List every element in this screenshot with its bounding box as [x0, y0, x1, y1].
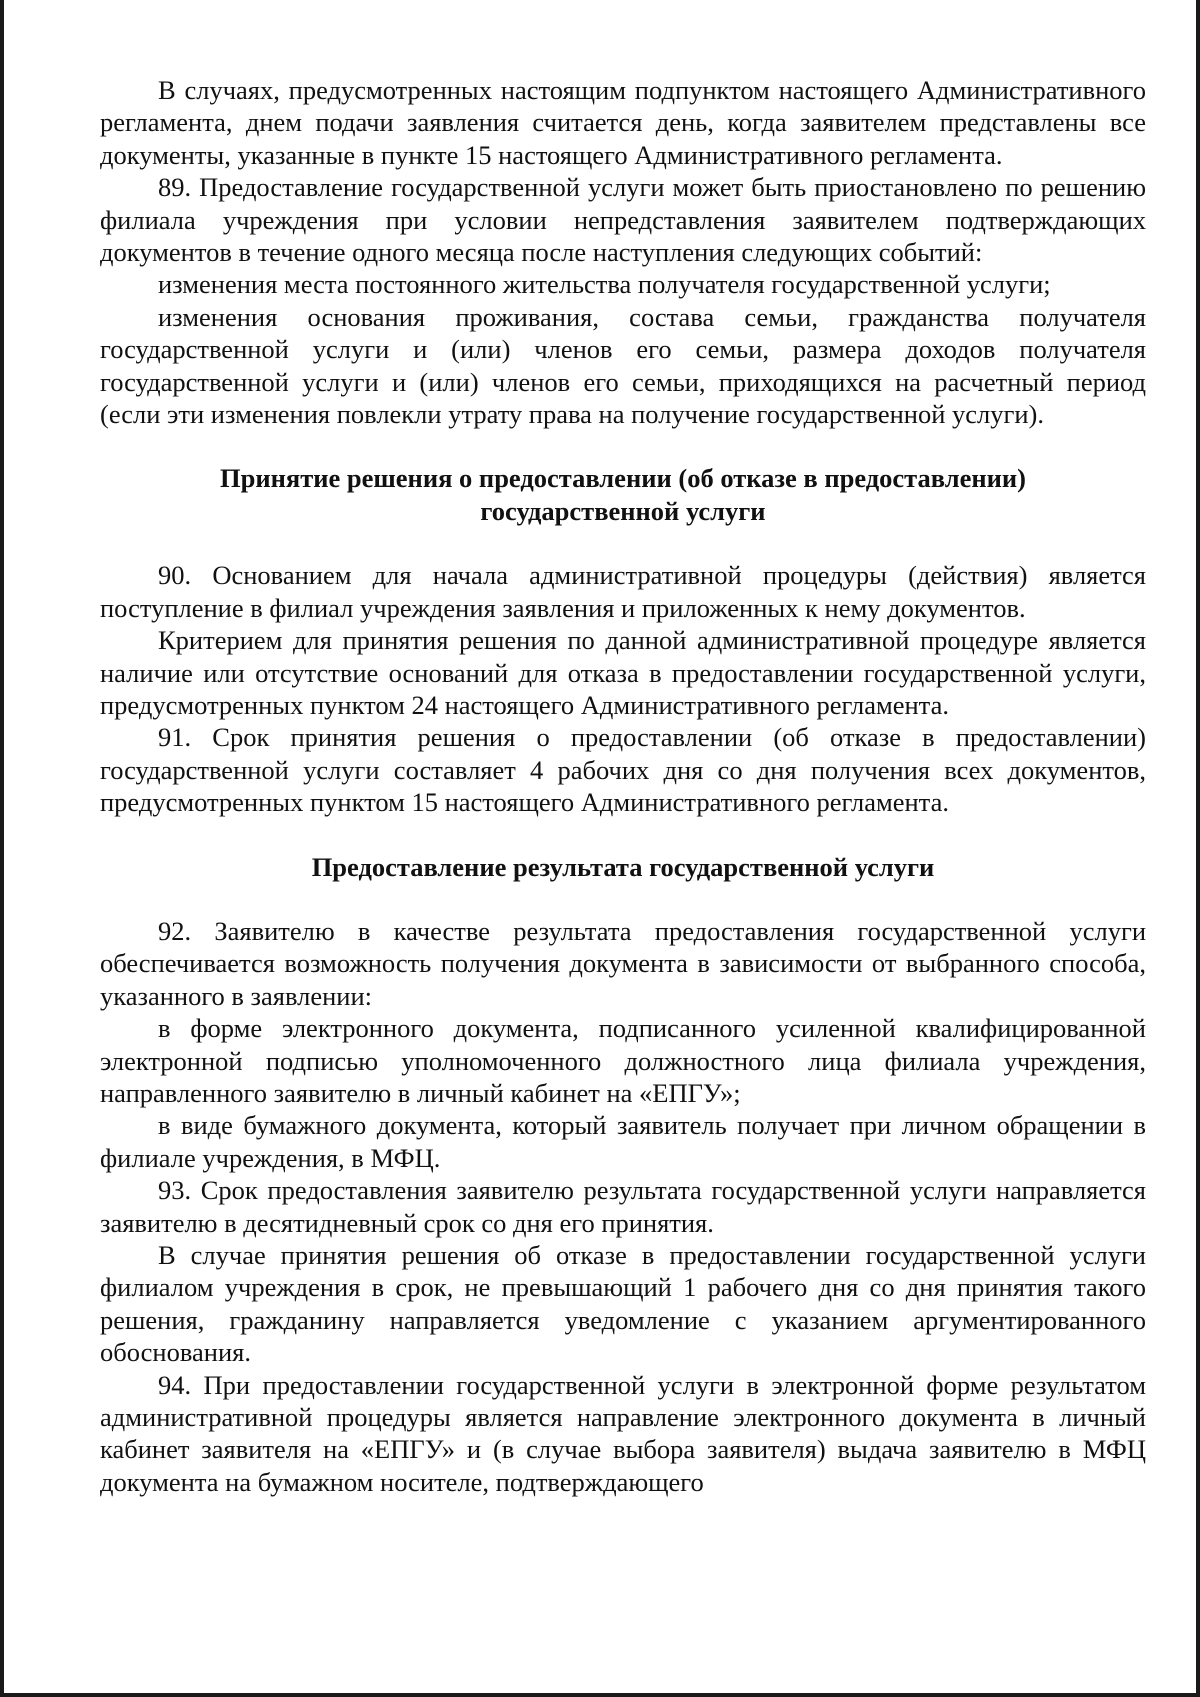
paragraph: изменения основания проживания, состава семьи, гражданства получателя государственной услуги и (или) членов его семьи, размера доходов получателя государственной услуги и (или) членов его семьи, приходящихся на расчетный период (если эти изменения повлекли утрату права на получение государственной услуги). [100, 301, 1146, 430]
page-edge-left [0, 0, 4, 1697]
paragraph: в виде бумажного документа, который заявитель получает при личном обращении в филиале учреждения, в МФЦ. [100, 1110, 1146, 1173]
paragraph: В случае принятия решения об отказе в предоставлении государственной услуги филиалом учреждения в срок, не превышающий 1 рабочего дня со дня принятия такого решения, гражданину направляется уведомление с указанием аргументированного обоснования. [100, 1240, 1146, 1368]
section-heading-line: Принятие решения о предоставлении (об отказе в предоставлении) [220, 463, 1026, 494]
paragraph: 91. Срок принятия решения о предоставлении (об отказе в предоставлении) государственной услуги составляет 4 рабочих дня со дня получения всех документов, предусмотренных пунктом 15 настоящего Административного регламента. [100, 722, 1146, 818]
paragraph: 90. Основанием для начала административной процедуры (действия) является поступление в филиал учреждения заявления и приложенных к нему документов. [100, 560, 1146, 623]
paragraph: изменения места постоянного жительства получателя государственной услуги; [158, 269, 1051, 300]
paragraph: 89. Предоставление государственной услуги может быть приостановлено по решению филиала учреждения при условии непредставления заявителем подтверждающих документов в течение одного месяца после наступления следующих событий: [100, 172, 1146, 268]
paragraph: В случаях, предусмотренных настоящим подпунктом настоящего Административного регламента, днем подачи заявления считается день, когда заявителем представлены все документы, указанные в пункте 15 настоящего Административного регламента. [100, 75, 1146, 170]
section-heading [100, 462, 1146, 527]
paragraph: 92. Заявителю в качестве результата предоставления государственной услуги обеспечивается возможность получения документа в зависимости от выбранного способа, указанного в заявлении: [100, 915, 1146, 1011]
page-edge-right [1196, 0, 1200, 1697]
paragraph: Критерием для принятия решения по данной административной процедуре является наличие или отсутствие оснований для отказа в предоставлении государственной услуги, предусмотренных пунктом 24 настоящего Административного регламента. [100, 625, 1146, 720]
paragraph: в форме электронного документа, подписанного усиленной квалифицированной электронной подписью уполномоченного должностного лица филиала учреждения, направленного заявителю в личный кабинет на «ЕПГУ»; [100, 1013, 1146, 1108]
document-body [100, 74, 1146, 1498]
section-heading-line: государственной услуги [480, 495, 766, 526]
section-heading: Предоставление результата государственной услуги [311, 851, 935, 882]
paragraph: 94. При предоставлении государственной услуги в электронной форме результатом административной процедуры является направление электронного документа в личный кабинет заявителя на «ЕПГУ» и (в случае выбора заявителя) выдача заявителю в МФЦ документа на бумажном носителе, подтверждающего [100, 1369, 1146, 1497]
page-edge-bottom [0, 1693, 1200, 1697]
paragraph: 93. Срок предоставления заявителю результата государственной услуги направляется заявителю в десятидневный срок со дня его принятия. [100, 1175, 1146, 1238]
